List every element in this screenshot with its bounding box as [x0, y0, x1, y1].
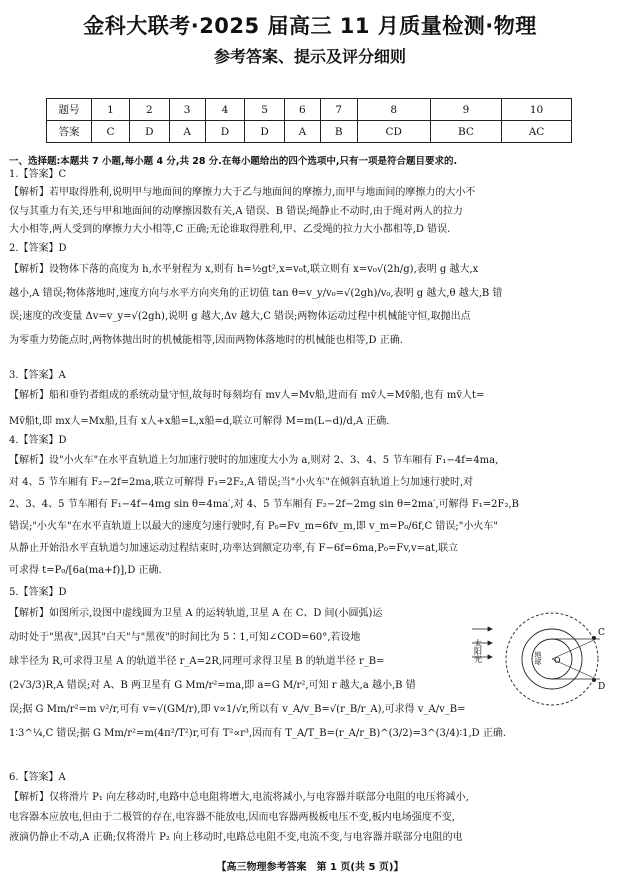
table-cell: 6	[284, 99, 320, 121]
explanation-line: 【解析】设物体下落的高度为 h,水平射程为 x,则有 h=½gt²,x=v₀t,联立则有 x=v₀√(2h/g),表明 g 越大,x	[9, 264, 479, 275]
explanation-line: 球半径为 R,可求得卫星 A 的轨道半径 r_A=2R,同理可求得卫星 B 的轨道半径 r_B=	[9, 656, 385, 667]
sunlight-label: 太阳光	[473, 639, 483, 663]
explanation-line: 【解析】船和垂钓者组成的系统动量守恒,故每时每刻均有 mv人=Mv船,进而有 mv̄人=Mv̄船,也有 mv̄人t=	[9, 390, 485, 401]
table-cell: D	[130, 121, 170, 143]
explanation-line: 仅与其重力有关,还与甲和地面间的动摩擦因数有关,A 错误、B 错误;绳静止不动时,由于绳对两人的拉力	[9, 205, 463, 217]
explanation-line: 对 4、5 节车厢有 F₂−2f=2ma,联立可解得 F₁=2F₂,A 错误;当"小火车"在倾斜直轨道上匀加速行驶时,对	[9, 477, 474, 488]
table-cell: 5	[245, 99, 285, 121]
table-cell: 9	[430, 99, 501, 121]
earth-label: 地球	[534, 651, 542, 665]
table-cell: C	[92, 121, 130, 143]
section-heading: 一、选择题:本题共 7 小题,每小题 4 分,共 28 分.在每小题给出的四个选项中,只有一项是符合题目要求的.	[9, 156, 458, 167]
table-cell: 7	[320, 99, 357, 121]
explanation-line: 电容器本应放电,但由于二极管的存在,电容器不能放电,因而电容器两极板电压不变,板内电场强度不变,	[9, 812, 455, 823]
explanation-line: 为零重力势能点时,两物体抛出时的机械能相等,因而两物体落地时的机械能也相等,D 正确.	[9, 334, 403, 346]
page-title: 金科大联考·2025 届高三 11 月质量检测·物理	[83, 14, 537, 38]
satellite-orbit-diagram	[470, 607, 610, 715]
explanation-line: 误;速度的改变量 Δv=v_y=√(2gh),说明 g 越大,Δv 越大,C 错误;两物体运动过程中机械能守恒,取抛出点	[9, 311, 471, 322]
explanation-line: 错误;"小火车"在水平直轨道上以最大的速度匀速行驶时,有 P₀=Fv_m=6fv_m,即 v_m=P₀/6f,C 错误;"小火车"	[9, 521, 498, 532]
row-label-answer: 答案	[47, 121, 92, 143]
table-cell: 1	[92, 99, 130, 121]
table-cell: A	[284, 121, 320, 143]
page-subtitle: 参考答案、提示及评分细则	[213, 47, 406, 66]
table-cell: 4	[205, 99, 245, 121]
table-cell: 8	[357, 99, 430, 121]
explanation-line: 2、3、4、5 节车厢有 F₁−4f−4mg sin θ=4ma′,对 4、5 节车厢有 F₂−2f−2mg sin θ=2ma′,可解得 F₁=2F₂,B	[9, 499, 520, 510]
explanation-line: 大小相等,两人受到的摩擦力大小相等,C 正确;无论谁取得胜利,甲、乙受绳的拉力大小都相等,D 错误.	[9, 223, 451, 235]
question-2	[9, 240, 609, 352]
question-4	[9, 432, 609, 582]
explanation-line: (2√3/3)R,A 错误;对 A、B 两卫星有 G Mm/r²=ma,即 a=G M/r²,可知 r 越大,a 越小,B 错	[9, 680, 416, 691]
explanation-line: 从静止开始沿水平直轨道匀加速运动过程结束时,功率达到额定功率,有 F−6f=6ma,P₀=Fv,v=at,联立	[9, 543, 459, 554]
table-cell: 3	[169, 99, 205, 121]
answer-heading: 3.【答案】A	[9, 370, 66, 381]
explanation-line: 【解析】如图所示,设图中虚线圆为卫星 A 的运转轨道,卫星 A 在 C、D 间(小圆弧)运	[9, 608, 383, 619]
answer-heading: 2.【答案】D	[9, 243, 67, 254]
answer-table-answer-row	[47, 121, 572, 143]
answer-heading: 1.【答案】C	[9, 169, 67, 180]
answer-heading: 4.【答案】D	[9, 435, 67, 446]
label-c: C	[598, 628, 605, 638]
question-1	[9, 166, 609, 239]
explanation-line: 【解析】仅将滑片 P₁ 向左移动时,电路中总电阻将增大,电流将减小,与电容器并联部分电阻的电压将减小,	[9, 792, 469, 803]
explanation-line: 误;据 G Mm/r²=m v²/r,可有 v=√(GM/r),即 v∝1/√r,所以有 v_A/v_B=√(r_B/r_A),可求得 v_A/v_B=	[9, 704, 466, 715]
point-d	[592, 678, 596, 682]
explanation-line: 【解析】设"小火车"在水平直轨道上匀加速行驶时的加速度大小为 a,则对 2、3、4、5 节车厢有 F₁−4f=4ma,	[9, 455, 499, 466]
answer-table	[46, 98, 572, 143]
label-d: D	[598, 682, 606, 692]
table-cell: CD	[357, 121, 430, 143]
answer-table-number-row	[47, 99, 572, 121]
table-cell: A	[169, 121, 205, 143]
question-3	[9, 366, 609, 432]
point-c	[592, 636, 596, 640]
table-cell: D	[205, 121, 245, 143]
table-cell: D	[245, 121, 285, 143]
answer-heading: 6.【答案】A	[9, 772, 66, 783]
explanation-line: Mv̄船t,即 mx人=Mx船,且有 x人+x船=L,x船=d,联立可解得 M=m(L−d)/d,A 正确.	[9, 416, 390, 427]
table-cell: BC	[430, 121, 501, 143]
explanation-line: 越小,A 错误;物体落地时,速度方向与水平方向夹角的正切值 tan θ=v_y/v₀=√(2gh)/v₀,表明 g 越大,θ 越大,B 错	[9, 287, 503, 299]
explanation-line: 【解析】若甲取得胜利,说明甲与地面间的摩擦力大于乙与地面间的摩擦力,而甲与地面间的摩擦力的大小不	[9, 187, 476, 199]
explanation-line: 1∶3^¼,C 错误;据 G Mm/r²=m(4π²/T²)r,可有 T²∝r³,因而有 T_A/T_B=(r_A/r_B)^(3/2)=3^(3/4)∶1,D 正确.	[9, 728, 507, 739]
row-label-number: 题号	[47, 99, 92, 121]
table-cell: AC	[502, 121, 572, 143]
table-cell: B	[320, 121, 357, 143]
table-cell: 10	[502, 99, 572, 121]
page-footer: 【高三物理参考答案 第 1 页(共 5 页)】	[216, 862, 404, 873]
explanation-line: 液滴仍静止不动,A 正确;仅将滑片 P₂ 向上移动时,电路总电阻不变,电流不变,与电容器并联部分电阻的电	[9, 832, 463, 843]
answer-heading: 5.【答案】D	[9, 587, 67, 598]
label-o: O	[554, 656, 561, 665]
table-cell: 2	[130, 99, 170, 121]
question-6	[9, 768, 609, 848]
explanation-line: 可求得 t=P₀/[6a(ma+f)],D 正确.	[9, 565, 162, 576]
explanation-line: 动时处于"黑夜",因其"白天"与"黑夜"的时间比为 5∶1,可知∠COD=60°,若设地	[9, 632, 361, 643]
